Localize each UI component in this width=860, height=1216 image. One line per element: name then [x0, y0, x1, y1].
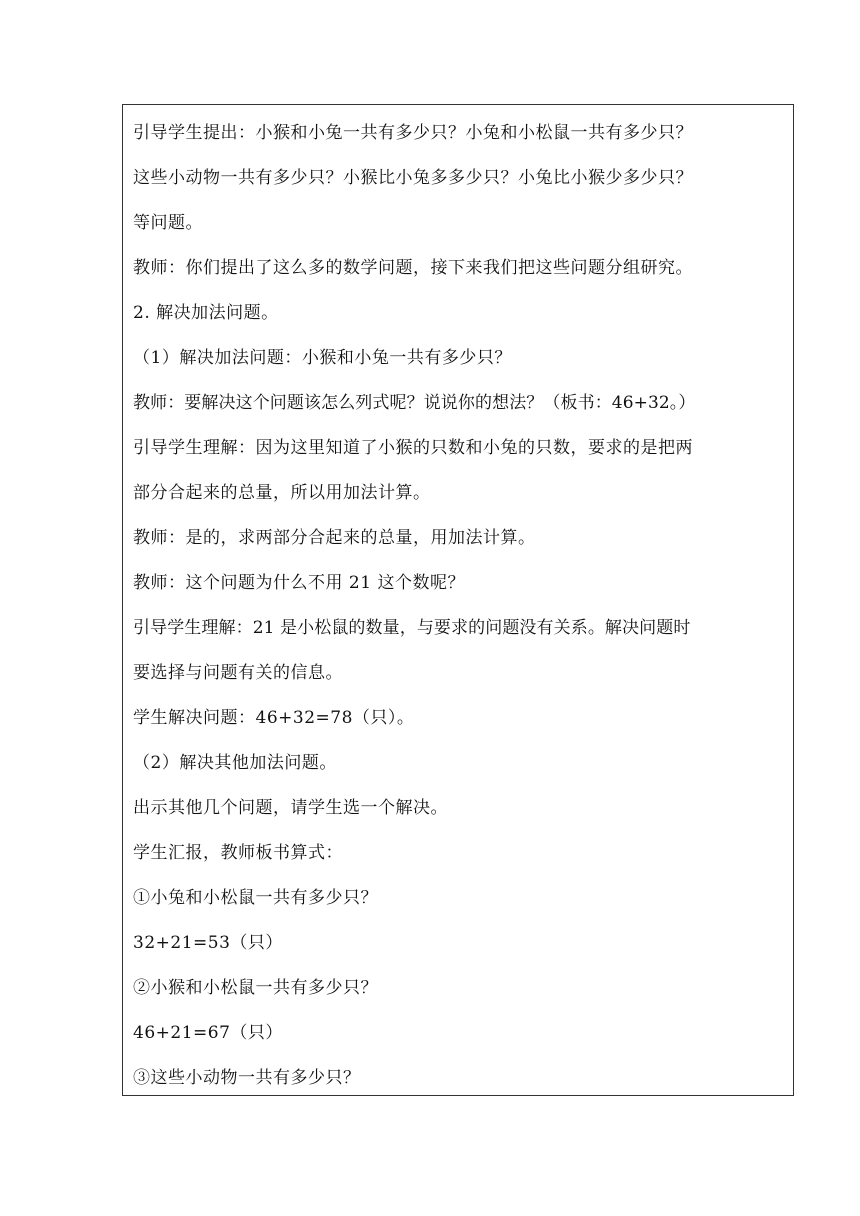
text-line-15: （2）解决其他加法问题。 [133, 753, 337, 773]
text-line-17: 学生汇报，教师板书算式： [133, 843, 343, 863]
text-line-22: ③这些小动物一共有多少只？ [133, 1068, 361, 1088]
text-line-3: 等问题。 [133, 213, 203, 233]
text-line-11: 教师：这个问题为什么不用 21 这个数呢？ [133, 573, 465, 593]
text-line-7: 教师：要解决这个问题该怎么列式呢？说说你的想法？（板书：46+32。） [133, 393, 696, 413]
text-line-18: ①小兔和小松鼠一共有多少只？ [133, 888, 378, 908]
text-line-1: 引导学生提出：小猴和小兔一共有多少只？小兔和小松鼠一共有多少只？ [133, 123, 693, 143]
table-cell [122, 104, 794, 1096]
text-line-8: 引导学生理解：因为这里知道了小猴的只数和小兔的只数，要求的是把两 [133, 438, 693, 458]
text-line-14: 学生解决问题：46+32=78（只）。 [133, 708, 415, 728]
text-line-5: 2. 解决加法问题。 [133, 303, 279, 323]
text-line-2: 这些小动物一共有多少只？小猴比小兔多多少只？小兔比小猴少多少只？ [133, 168, 693, 188]
text-line-9: 部分合起来的总量，所以用加法计算。 [133, 483, 431, 503]
text-line-12: 引导学生理解：21 是小松鼠的数量，与要求的问题没有关系。解决问题时 [133, 618, 691, 638]
text-line-16: 出示其他几个问题，请学生选一个解决。 [133, 798, 448, 818]
text-line-19: 32+21=53（只） [133, 933, 283, 953]
cell-content [133, 111, 785, 1101]
text-line-13: 要选择与问题有关的信息。 [133, 663, 343, 683]
text-line-6: （1）解决加法问题：小猴和小兔一共有多少只？ [133, 348, 512, 368]
text-line-20: ②小猴和小松鼠一共有多少只？ [133, 978, 378, 998]
text-line-21: 46+21=67（只） [133, 1023, 283, 1043]
text-line-10: 教师：是的，求两部分合起来的总量，用加法计算。 [133, 528, 536, 548]
text-line-4: 教师：你们提出了这么多的数学问题，接下来我们把这些问题分组研究。 [133, 258, 693, 278]
